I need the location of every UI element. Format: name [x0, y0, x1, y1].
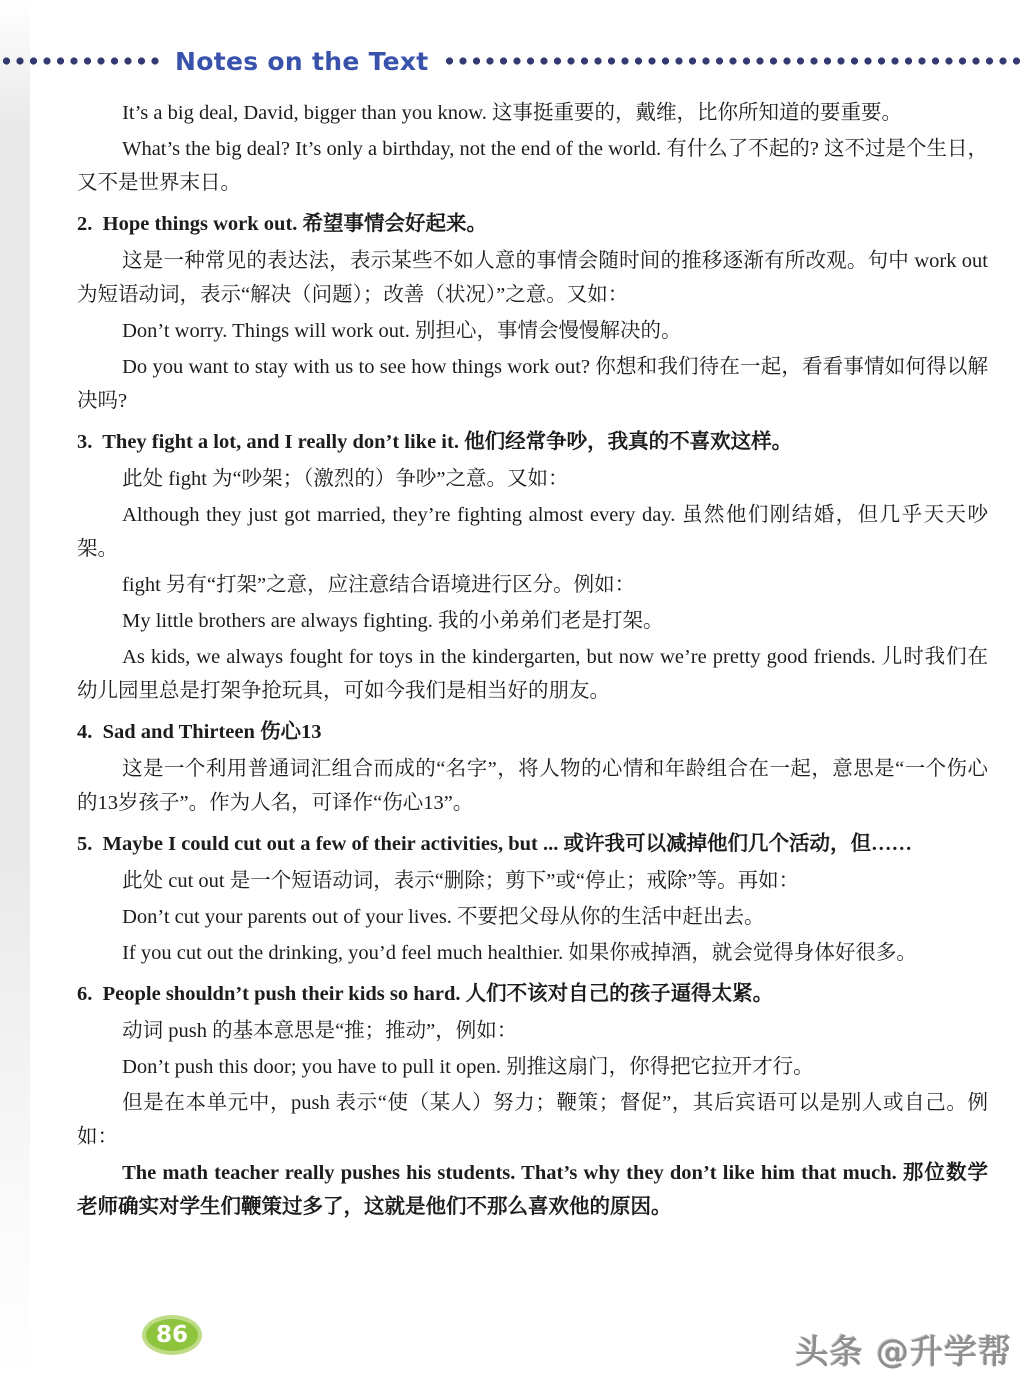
dotted-rule-left: [0, 55, 163, 67]
example-sentence: The math teacher really pushes his students. That’s why they don’t like him that much. 那位数学老师确实对学生们鞭策过多了，这就是他们不那么喜欢他的原因。: [77, 1162, 988, 1218]
note-paragraph: fight 另有“打架”之意，应注意结合语境进行区分。例如：: [122, 574, 636, 596]
example-sentence: As kids, we always fought for toys in the kindergarten, but now we’re pretty good friends. 儿时我们在幼儿园里总是打架争抢玩具，可如今我们是相当好的朋友。: [77, 646, 988, 702]
note-paragraph: 此处 fight 为“吵架；（激烈的）争吵”之意。又如：: [122, 468, 569, 490]
note-heading: 3. They fight a lot, and I really don’t like it. 他们经常争吵，我真的不喜欢这样。: [77, 431, 793, 453]
watermark-text: 头条 @升学帮: [795, 1332, 1012, 1371]
page-number-badge: 86: [142, 1315, 202, 1355]
section-title: Notes on the Text: [175, 46, 429, 76]
example-sentence: Do you want to stay with us to see how things work out? 你想和我们待在一起，看看事情如何得以解决吗?: [77, 356, 988, 412]
example-sentence: Although they just got married, they’re fighting almost every day. 虽然他们刚结婚，但几乎天天吵架。: [77, 504, 988, 560]
note-heading: 2. Hope things work out. 希望事情会好起来。: [77, 213, 488, 235]
note-paragraph: 这是一种常见的表达法，表示某些不如人意的事情会随时间的推移逐渐有所改观。句中 work out 为短语动词，表示“解决（问题）；改善（状况）”之意。又如：: [77, 250, 988, 306]
example-sentence: If you cut out the drinking, you’d feel much healthier. 如果你戒掉酒，就会觉得身体好很多。: [122, 942, 917, 964]
example-sentence: It’s a big deal, David, bigger than you know. 这事挺重要的，戴维，比你所知道的要重要。: [122, 102, 902, 124]
notes-body: [0, 78, 1024, 1224]
note-paragraph: 动词 push 的基本意思是“推；推动”，例如：: [122, 1020, 518, 1042]
note-paragraph: 但是在本单元中，push 表示“使（某人）努力；鞭策；督促”，其后宾语可以是别人或自己。例如：: [77, 1092, 988, 1148]
note-heading: 4. Sad and Thirteen 伤心13: [77, 721, 322, 743]
note-paragraph: 此处 cut out 是一个短语动词，表示“删除；剪下”或“停止；戒除”等。再如：: [122, 870, 800, 892]
note-paragraph: 这是一个利用普通词汇组合而成的“名字”，将人物的心情和年龄组合在一起，意思是“一个伤心的13岁孩子”。作为人名，可译作“伤心13”。: [77, 758, 988, 814]
notes-header: [0, 44, 1024, 78]
note-heading: 5. Maybe I could cut out a few of their activities, but ... 或许我可以减掉他们几个活动，但……: [77, 833, 912, 855]
example-sentence: What’s the big deal? It’s only a birthday, not the end of the world. 有什么了不起的? 这不过是个生日，又不是世界末日。: [77, 138, 988, 194]
example-sentence: My little brothers are always fighting. 我的小弟弟们老是打架。: [122, 610, 664, 632]
example-sentence: Don’t cut your parents out of your lives. 不要把父母从你的生活中赶出去。: [122, 906, 765, 928]
example-sentence: Don’t worry. Things will work out. 别担心，事情会慢慢解决的。: [122, 320, 682, 342]
note-heading: 6. People shouldn’t push their kids so hard. 人们不该对自己的孩子逼得太紧。: [77, 983, 774, 1005]
example-sentence: Don’t push this door; you have to pull it open. 别推这扇门，你得把它拉开才行。: [122, 1056, 814, 1078]
dotted-rule-right: [443, 55, 1024, 67]
